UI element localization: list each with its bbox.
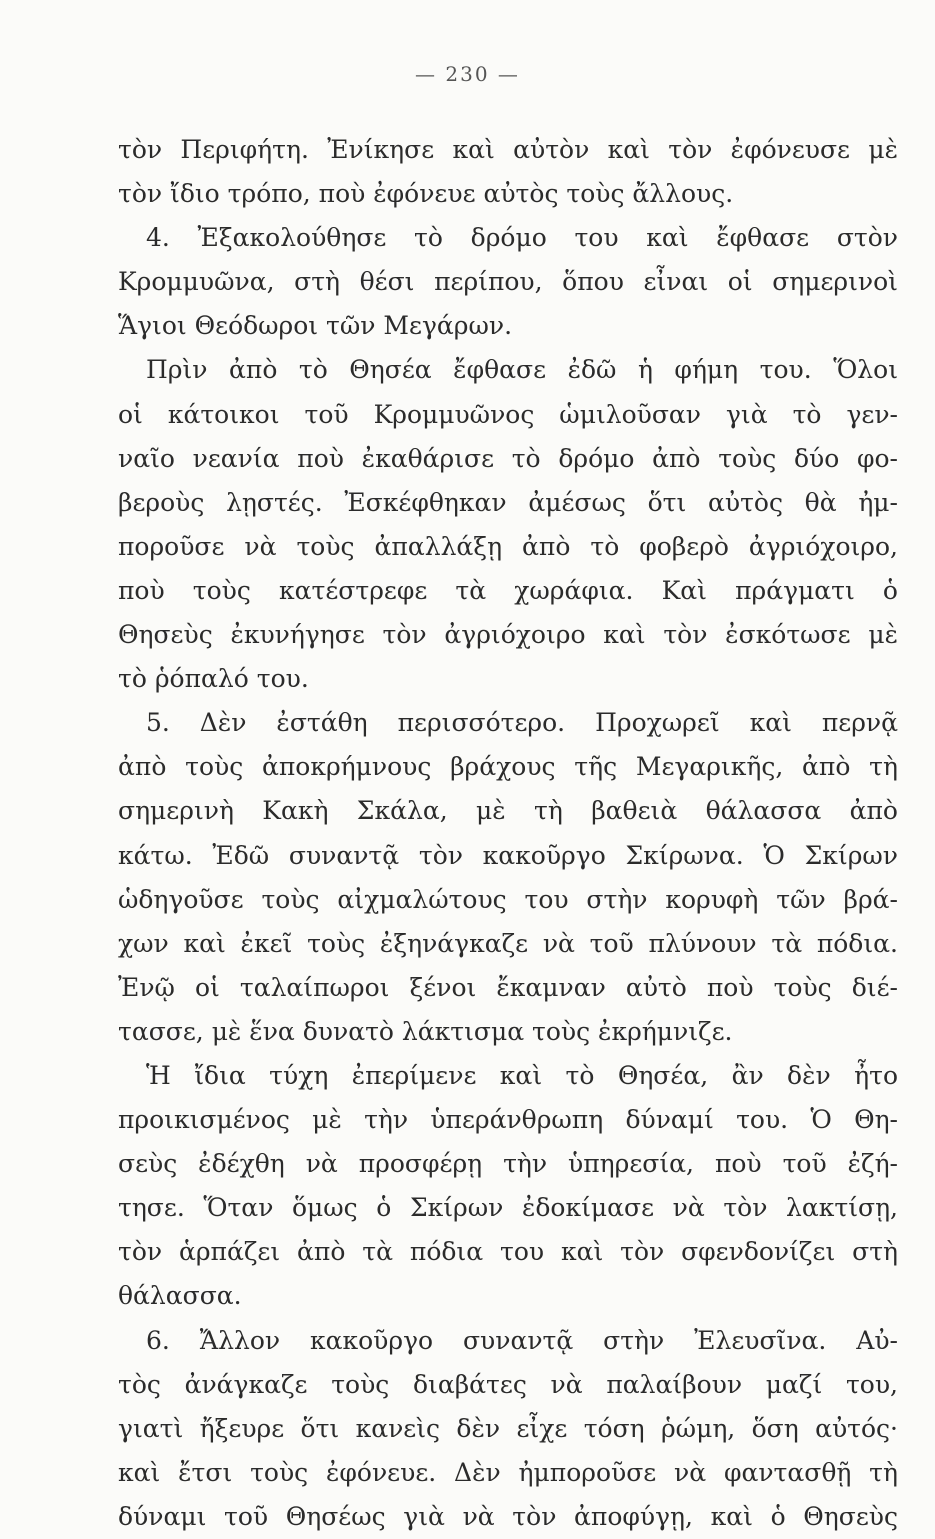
- text-line: σεὺς ἐδέχθη νὰ προσφέρῃ τὴν ὑπηρεσία, ποὺ τοῦ ἐζή-: [118, 1149, 898, 1179]
- text-line: Ἅγιοι Θεόδωροι τῶν Μεγάρων.: [118, 311, 513, 341]
- text-line: ναῖο νεανία ποὺ ἐκαθάρισε τὸ δρόμο ἀπὸ τοὺς δύο φο-: [118, 443, 898, 473]
- text-line: ποροῦσε νὰ τοὺς ἀπαλλάξῃ ἀπὸ τὸ φοβερὸ ἀγριόχοιρο,: [118, 531, 898, 561]
- text-line: Ἐνῷ οἱ ταλαίπωροι ξένοι ἔκαμναν αὐτὸ ποὺ τοὺς διέ-: [118, 972, 898, 1002]
- text-line: τησε. Ὅταν ὅμως ὁ Σκίρων ἐδοκίμασε νὰ τὸν λακτίσῃ,: [118, 1193, 898, 1223]
- text-line: τὸς ἀνάγκαζε τοὺς διαβάτες νὰ παλαίβουν μαζί του,: [118, 1369, 898, 1399]
- text-line: Ἡ ἴδια τύχη ἐπερίμενε καὶ τὸ Θησέα, ἂν δὲν ἦτο: [146, 1060, 898, 1090]
- text-line: δύναμι τοῦ Θησέως γιὰ νὰ τὸν ἀποφύγῃ, καὶ ὁ Θησεὺς: [118, 1501, 898, 1531]
- text-line: Θησεὺς ἐκυνήγησε τὸν ἀγριόχοιρο καὶ τὸν ἐσκότωσε μὲ: [118, 620, 898, 650]
- text-line: προικισμένος μὲ τὴν ὑπεράνθρωπη δύναμί του. Ὁ Θη-: [118, 1105, 898, 1135]
- text-line: Πρὶν ἀπὸ τὸ Θησέα ἔφθασε ἐδῶ ἡ φήμη του. Ὅλοι: [146, 355, 898, 385]
- text-line: βεροὺς λῃστές. Ἐσκέφθηκαν ἀμέσως ὅτι αὐτὸς θὰ ἠμ-: [118, 487, 898, 517]
- text-line: χων καὶ ἐκεῖ τοὺς ἐξηνάγκαζε νὰ τοῦ πλύνουν τὰ πόδια.: [118, 928, 898, 958]
- text-line: 4. Ἐξακολούθησε τὸ δρόμο του καὶ ἔφθασε στὸν: [146, 223, 898, 253]
- text-line: τασσε, μὲ ἕνα δυνατὸ λάκτισμα τοὺς ἐκρήμνιζε.: [118, 1016, 733, 1046]
- text-line: θάλασσα.: [118, 1281, 242, 1311]
- text-line: ἀπὸ τοὺς ἀποκρήμνους βράχους τῆς Μεγαρικῆς, ἀπὸ τὴ: [118, 752, 898, 782]
- text-line: τὸν Περιφήτη. Ἐνίκησε καὶ αὐτὸν καὶ τὸν ἐφόνευσε μὲ: [118, 135, 898, 164]
- text-line: ὡδηγοῦσε τοὺς αἰχμαλώτους του στὴν κορυφὴ τῶν βρά-: [118, 884, 898, 914]
- text-line: τὸν ἁρπάζει ἀπὸ τὰ πόδια του καὶ τὸν σφενδονίζει στὴ: [118, 1237, 898, 1267]
- text-line: καὶ ἔτσι τοὺς ἐφόνευε. Δὲν ἠμποροῦσε νὰ φαντασθῇ τὴ: [118, 1457, 898, 1487]
- text-line: 5. Δὲν ἐστάθη περισσότερο. Προχωρεῖ καὶ περνᾷ: [146, 708, 898, 738]
- text-line: κάτω. Ἐδῶ συναντᾷ τὸν κακοῦργο Σκίρωνα. Ὁ Σκίρων: [118, 840, 898, 870]
- body-text: [118, 128, 898, 1539]
- page-number: — 230 —: [415, 62, 520, 86]
- text-line: Κρομμυῶνα, στὴ θέσι περίπου, ὅπου εἶναι οἱ σημερινοὶ: [118, 267, 898, 297]
- text-line: 6. Ἄλλον κακοῦργο συναντᾷ στὴν Ἐλευσῖνα. Αὐ-: [146, 1325, 898, 1355]
- text-line: τὸν ἴδιο τρόπο, ποὺ ἐφόνευε αὐτὸς τοὺς ἄλλους.: [118, 179, 734, 209]
- text-line: τὸ ῥόπαλό του.: [118, 664, 309, 694]
- text-line: γιατὶ ἤξευρε ὅτι κανεὶς δὲν εἶχε τόση ῥώμη, ὅση αὐτός·: [118, 1413, 898, 1443]
- text-line: οἱ κάτοικοι τοῦ Κρομμυῶνος ὡμιλοῦσαν γιὰ τὸ γεν-: [118, 399, 898, 429]
- text-line: ποὺ τοὺς κατέστρεφε τὰ χωράφια. Καὶ πράγματι ὁ: [118, 575, 898, 605]
- text-line: σημερινὴ Κακὴ Σκάλα, μὲ τὴ βαθειὰ θάλασσα ἀπὸ: [118, 796, 898, 826]
